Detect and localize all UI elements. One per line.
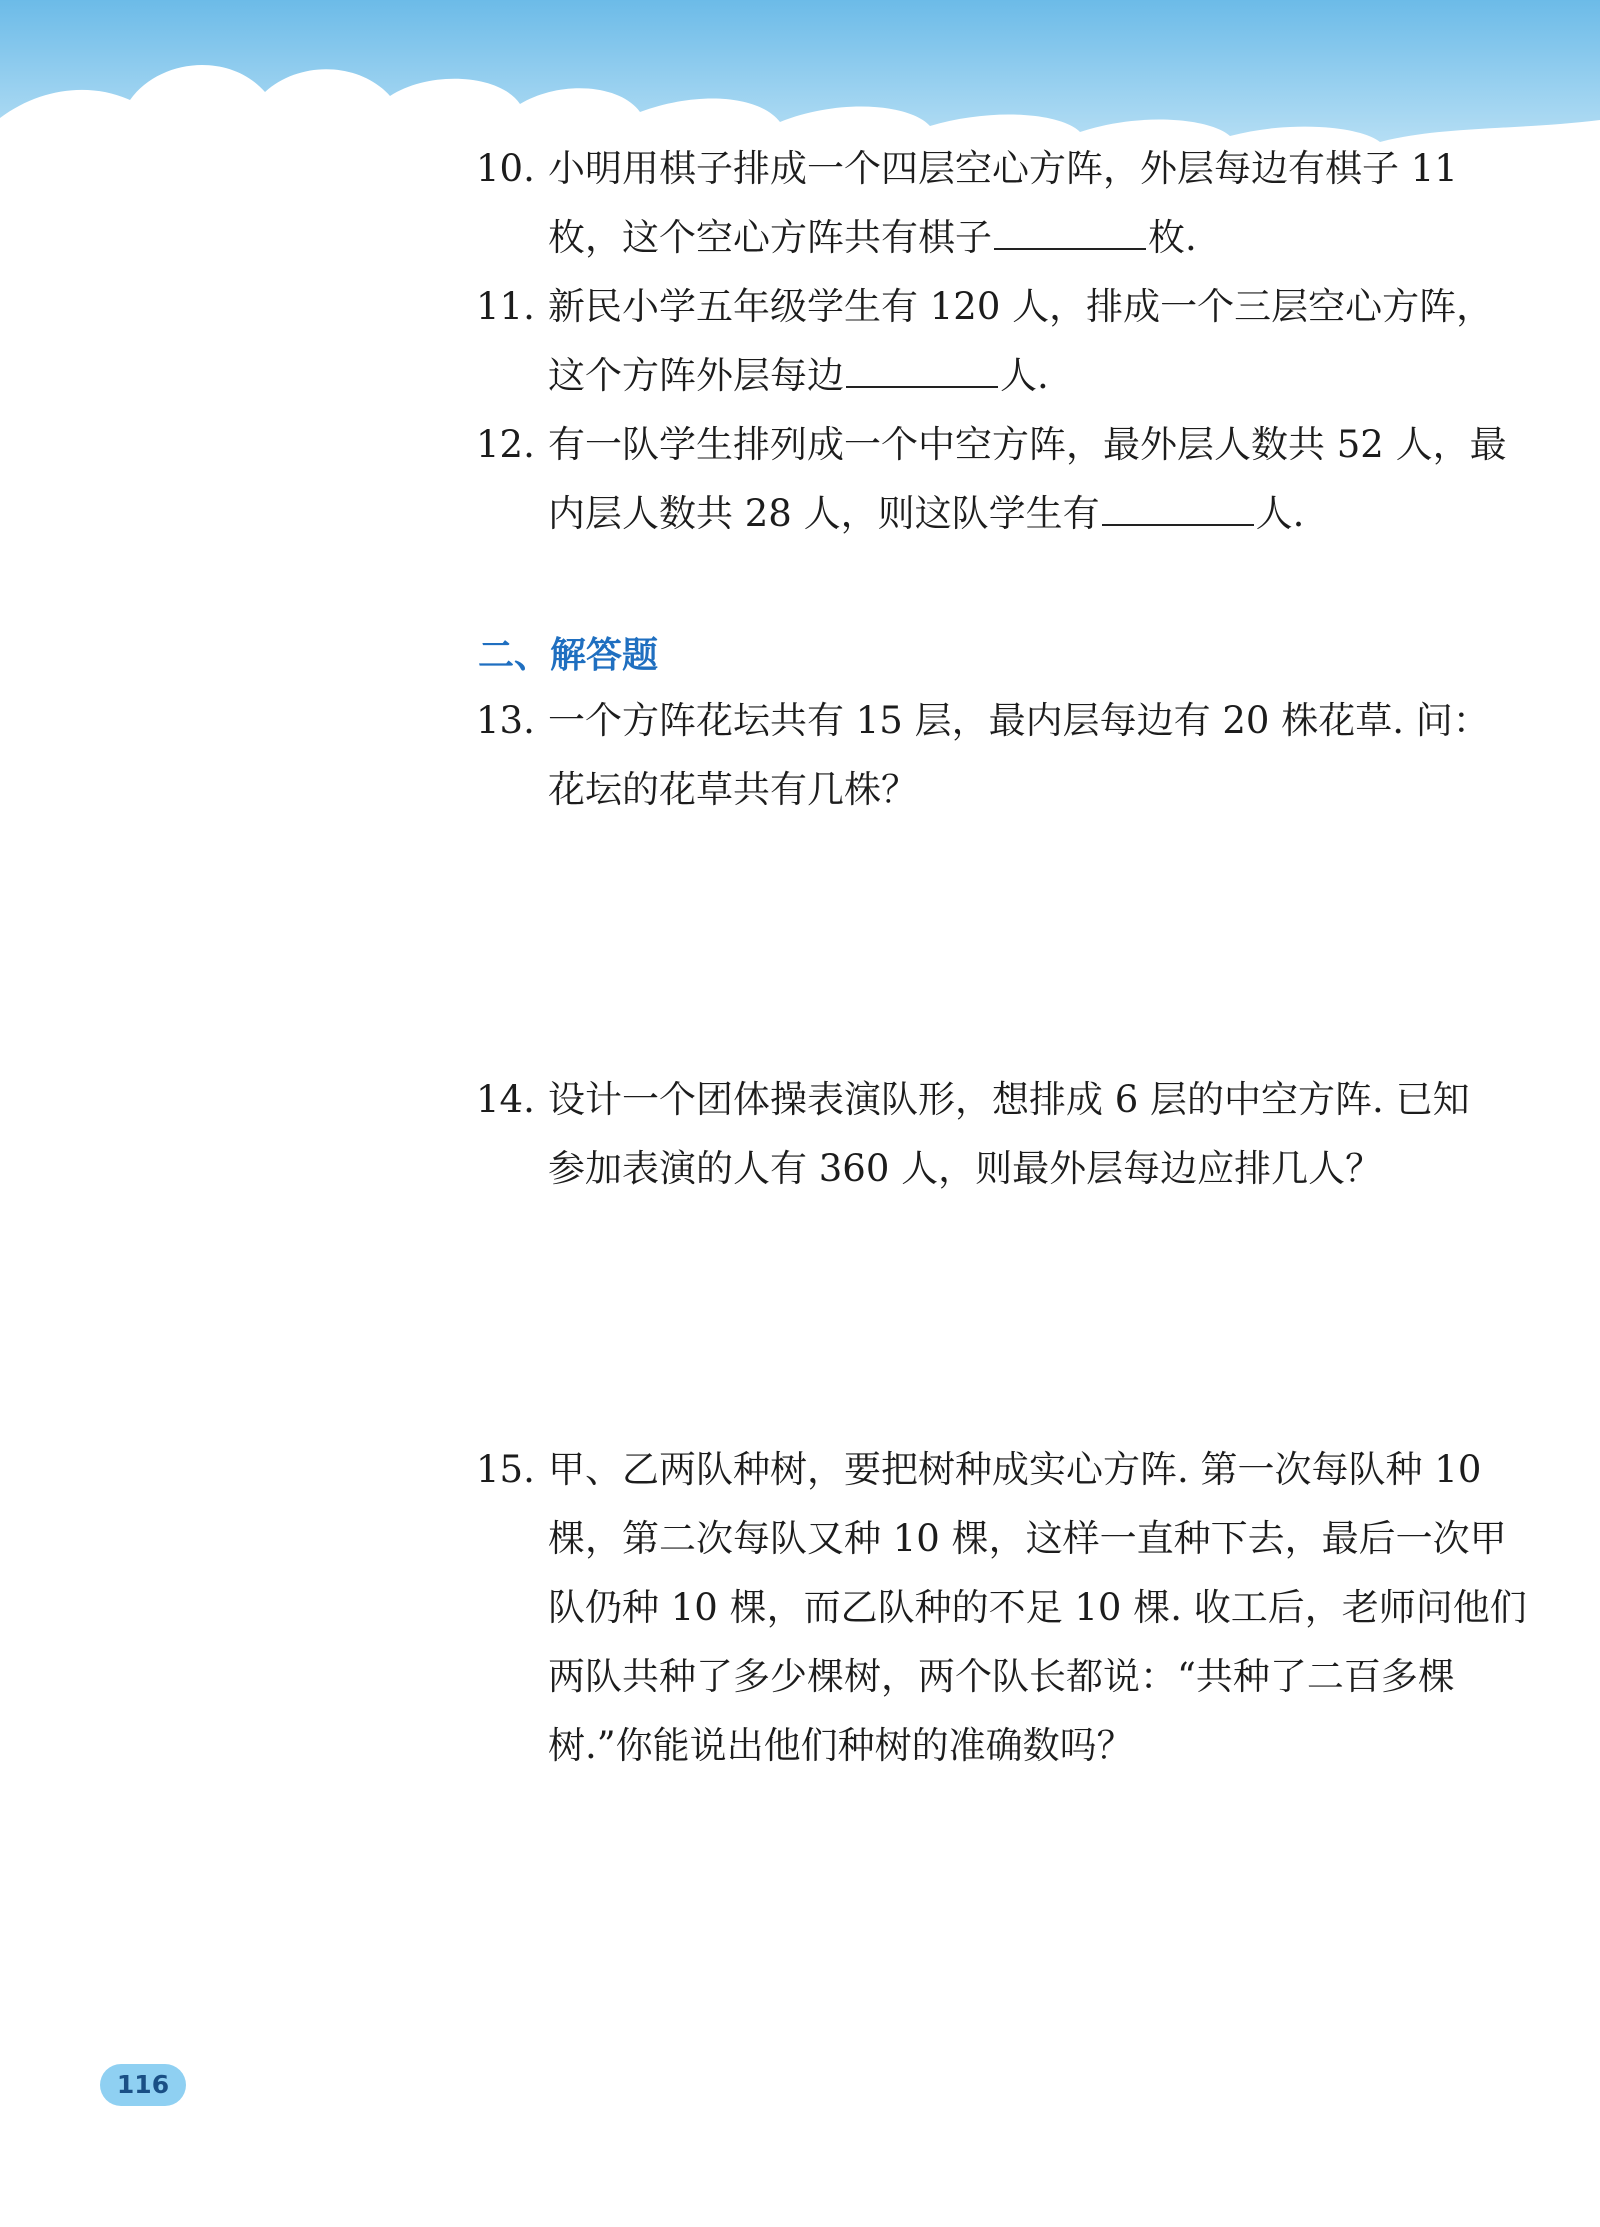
page-number: 116 <box>100 2064 186 2106</box>
problem-text: 花坛的花草共有几株？ <box>548 768 918 811</box>
question-text <box>476 341 1486 410</box>
question-text-part: 这个方阵外层每边 <box>548 354 844 397</box>
problem-text: 一个方阵花坛共有 15 层，最内层每边有 20 株花草. 问： <box>548 699 1490 742</box>
question-12 <box>476 410 1507 548</box>
question-number: 12. <box>476 423 535 466</box>
problem-text: 树.”你能说出他们种树的准确数吗？ <box>548 1724 1134 1767</box>
problem-number: 13. <box>476 699 535 742</box>
problem-14 <box>476 1065 1486 1203</box>
problem-text: 队仍种 10 棵，而乙队种的不足 10 棵. 收工后，老师问他们 <box>548 1586 1527 1629</box>
problem-text: 棵，第二次每队又种 10 棵，这样一直种下去，最后一次甲 <box>548 1517 1507 1560</box>
problem-15 <box>476 1435 1527 1780</box>
question-text-part: 内层人数共 28 人，则这队学生有 <box>548 492 1100 535</box>
question-10 <box>476 134 1486 272</box>
problem-text: 两队共种了多少棵树，两个队长都说：“共种了二百多棵 <box>548 1655 1455 1698</box>
question-text-part: 枚，这个空心方阵共有棋子 <box>548 216 992 259</box>
problem-text: 设计一个团体操表演队形，想排成 6 层的中空方阵. 已知 <box>548 1078 1470 1121</box>
answer-blank[interactable] <box>994 218 1146 250</box>
question-text-part: 人. <box>1000 354 1049 397</box>
question-text <box>476 203 1486 272</box>
question-11 <box>476 272 1494 410</box>
question-number: 11. <box>476 285 535 328</box>
question-text: 小明用棋子排成一个四层空心方阵，外层每边有棋子 11 <box>548 147 1458 190</box>
problem-text: 参加表演的人有 360 人，则最外层每边应排几人？ <box>548 1147 1383 1190</box>
problem-13 <box>476 686 1490 824</box>
section-title: 二、解答题 <box>478 635 659 676</box>
problem-text: 甲、乙两队种树，要把树种成实心方阵. 第一次每队种 10 <box>548 1448 1482 1491</box>
question-number: 10. <box>476 147 535 190</box>
question-text: 有一队学生排列成一个中空方阵，最外层人数共 52 人，最 <box>548 423 1507 466</box>
sky-cloud-banner <box>0 0 1600 150</box>
question-text-part: 枚. <box>1148 216 1197 259</box>
answer-blank[interactable] <box>1102 494 1254 526</box>
question-text: 新民小学五年级学生有 120 人，排成一个三层空心方阵， <box>548 285 1494 328</box>
problem-number: 14. <box>476 1078 535 1121</box>
problem-number: 15. <box>476 1448 535 1491</box>
question-text-part: 人. <box>1255 492 1305 535</box>
question-text <box>476 479 1486 548</box>
answer-blank[interactable] <box>846 356 998 388</box>
